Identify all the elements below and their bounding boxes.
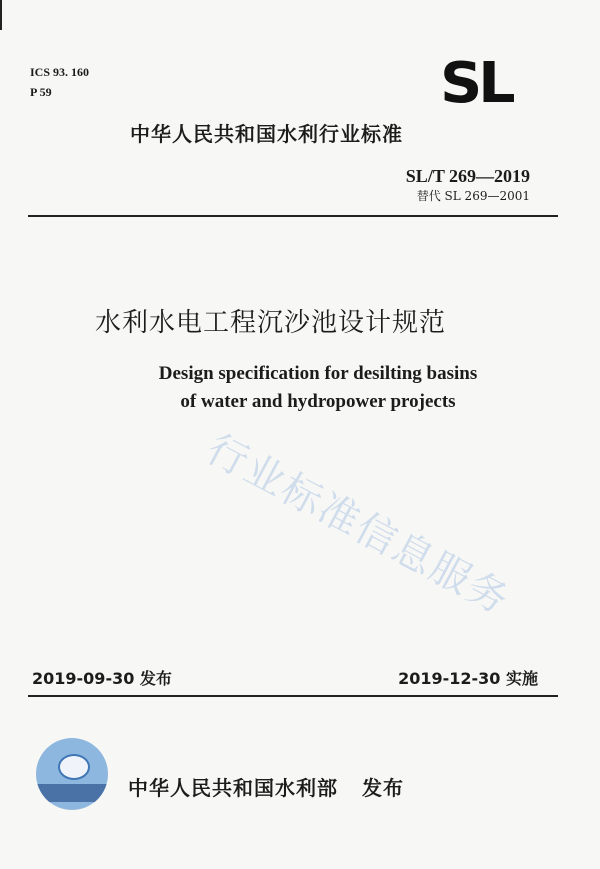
issue-date: 2019-09-30 发布 bbox=[32, 669, 172, 688]
classification-codes bbox=[30, 62, 89, 102]
seal-emblem bbox=[58, 754, 90, 780]
replaces-standard: 替代 SL 269—2001 bbox=[416, 189, 530, 203]
issuer-title: 中华人民共和国水利行业标准 bbox=[130, 122, 403, 146]
footer-issuer bbox=[128, 772, 404, 801]
ics-code: ICS 93. 160 bbox=[30, 65, 90, 79]
seal-band bbox=[36, 784, 108, 802]
standard-number-block bbox=[406, 165, 530, 205]
title-english bbox=[108, 360, 528, 416]
title-english-line1: Design specification for desilting basins bbox=[158, 363, 478, 384]
title-chinese: 水利水电工程沉沙池设计规范 bbox=[95, 308, 447, 338]
implementation-date: 2019-12-30 实施 bbox=[398, 669, 538, 688]
bottom-divider bbox=[28, 695, 558, 697]
classification-code: P 59 bbox=[30, 85, 52, 99]
footer-action: 发布 bbox=[362, 776, 404, 800]
scan-edge-mark bbox=[0, 0, 2, 30]
watermark: 行业标准信息服务 bbox=[199, 425, 518, 625]
standard-number: SL/T 269—2019 bbox=[405, 166, 530, 186]
anti-counterfeit-seal-icon bbox=[36, 738, 108, 810]
top-divider bbox=[28, 215, 558, 217]
sl-logo: SL bbox=[440, 51, 512, 116]
title-english-line2: of water and hydropower projects bbox=[180, 391, 456, 412]
footer-issuer-name: 中华人民共和国水利部 bbox=[128, 776, 338, 800]
